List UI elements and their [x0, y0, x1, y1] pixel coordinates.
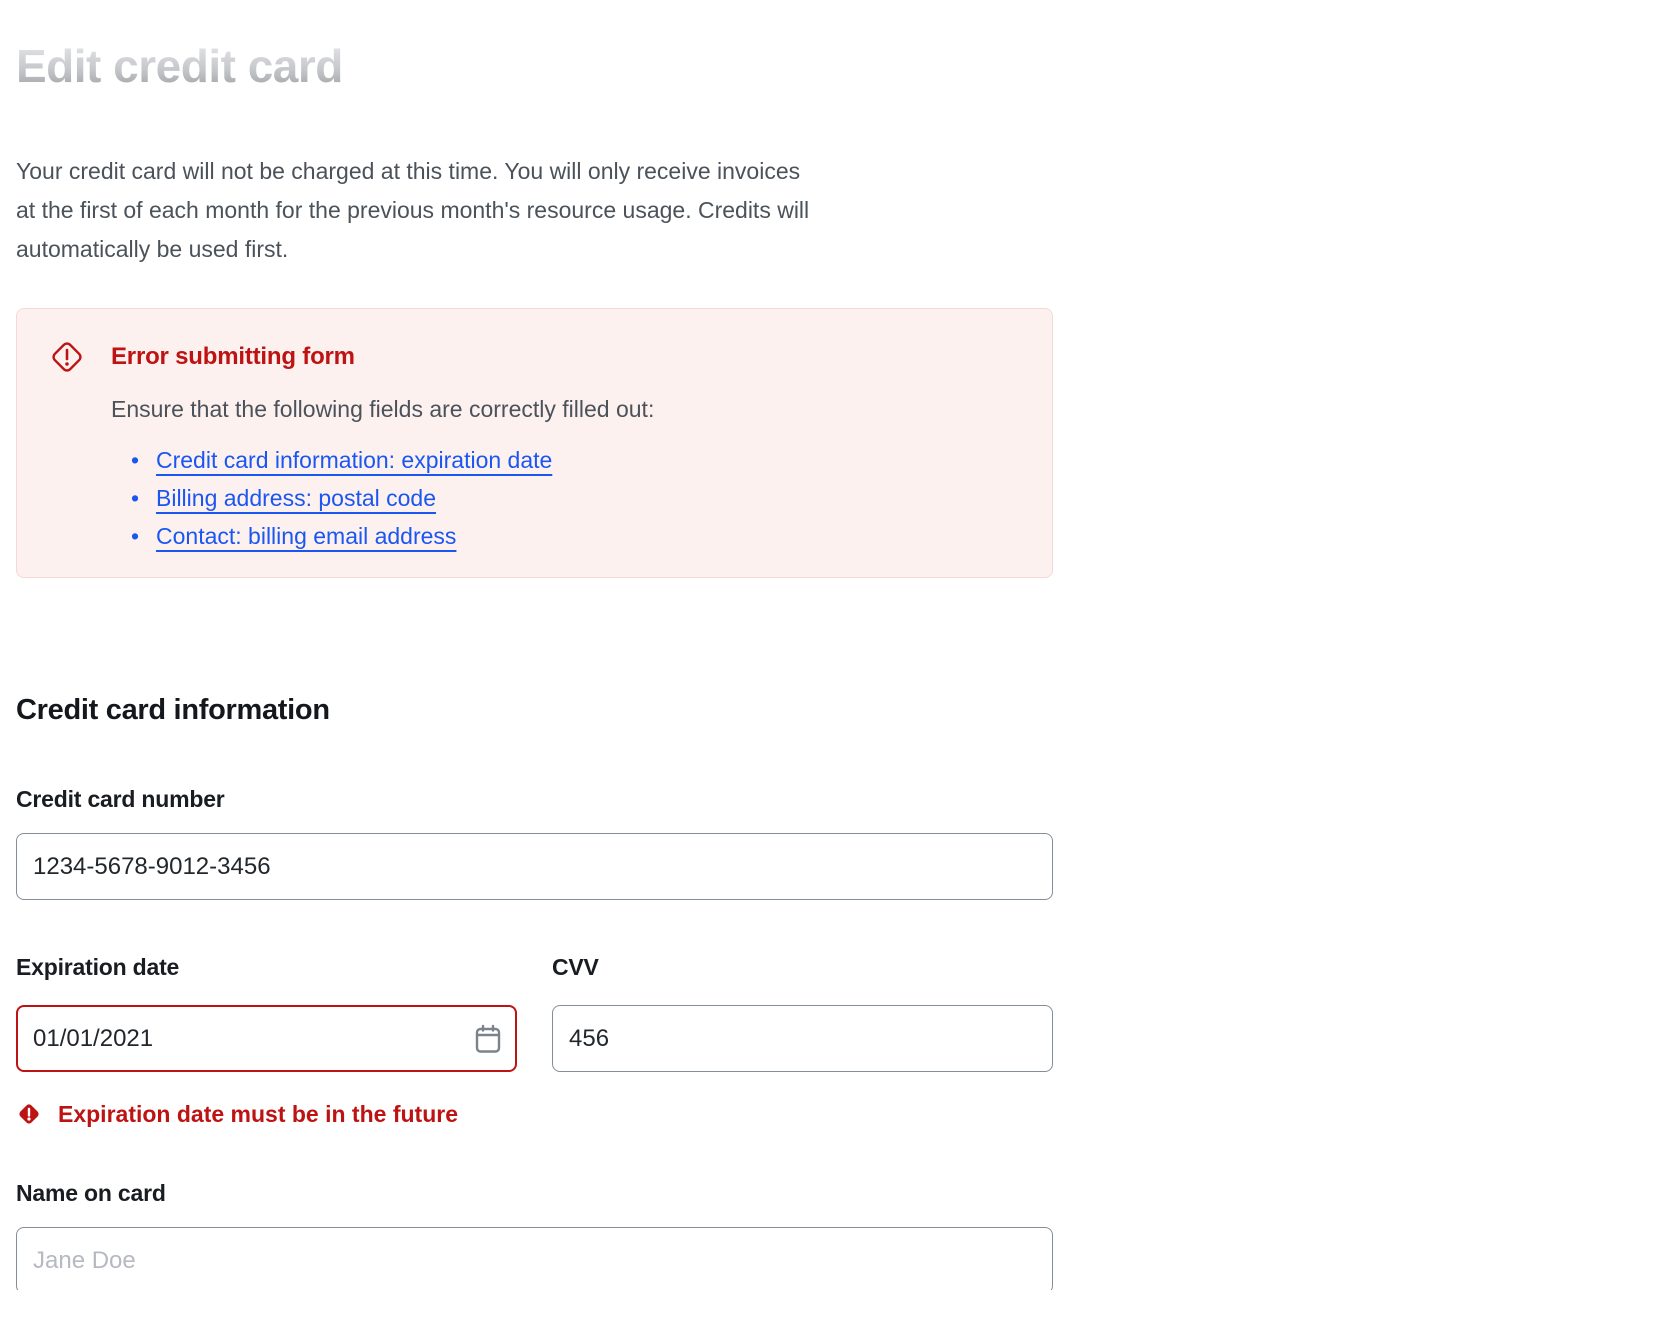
cvv-field [552, 952, 1053, 1128]
error-link-billing-email[interactable]: Contact: billing email address [156, 523, 457, 549]
error-banner-title: Error submitting form [111, 343, 355, 370]
calendar-icon[interactable] [475, 1024, 501, 1053]
expiration-date-label: Expiration date [16, 954, 180, 980]
error-banner [16, 308, 1053, 578]
error-banner-body [111, 393, 1020, 555]
alert-diamond-icon [49, 339, 85, 375]
cvv-input-wrap [552, 1005, 1053, 1072]
edit-credit-card-page [16, 0, 1053, 1290]
name-on-card-input[interactable] [16, 1227, 1053, 1290]
error-banner-subtitle: Ensure that the following fields are correctly filled out: [111, 396, 655, 422]
card-number-label: Credit card number [16, 786, 225, 812]
cvv-label: CVV [552, 954, 599, 980]
intro-line: at the first of each month for the previous month's resource usage. Credits will [16, 197, 810, 223]
section-heading-credit-card-information: Credit card information [16, 694, 330, 726]
expiration-date-input[interactable] [16, 1005, 517, 1072]
error-link-list [111, 441, 1020, 555]
list-item [111, 517, 1020, 555]
intro-line: automatically be used first. [16, 236, 289, 262]
expiration-field [16, 952, 517, 1128]
expiration-error-text: Expiration date must be in the future [58, 1101, 458, 1127]
page-title: Edit credit card [16, 40, 343, 92]
error-link-postal-code[interactable]: Billing address: postal code [156, 485, 436, 511]
list-item [111, 479, 1020, 517]
expiration-error-message [16, 1100, 517, 1128]
expiration-cvv-row [16, 952, 1053, 1128]
card-number-input[interactable] [16, 833, 1053, 900]
intro-text [16, 152, 1053, 269]
cvv-input[interactable] [552, 1005, 1053, 1072]
list-item [111, 441, 1020, 479]
error-link-expiration-date[interactable]: Credit card information: expiration date [156, 447, 553, 473]
error-diamond-icon [16, 1101, 42, 1127]
expiration-input-wrap [16, 1005, 517, 1072]
intro-line: Your credit card will not be charged at this time. You will only receive invoices [16, 158, 801, 184]
name-on-card-label: Name on card [16, 1180, 166, 1206]
error-banner-header [49, 339, 1020, 375]
